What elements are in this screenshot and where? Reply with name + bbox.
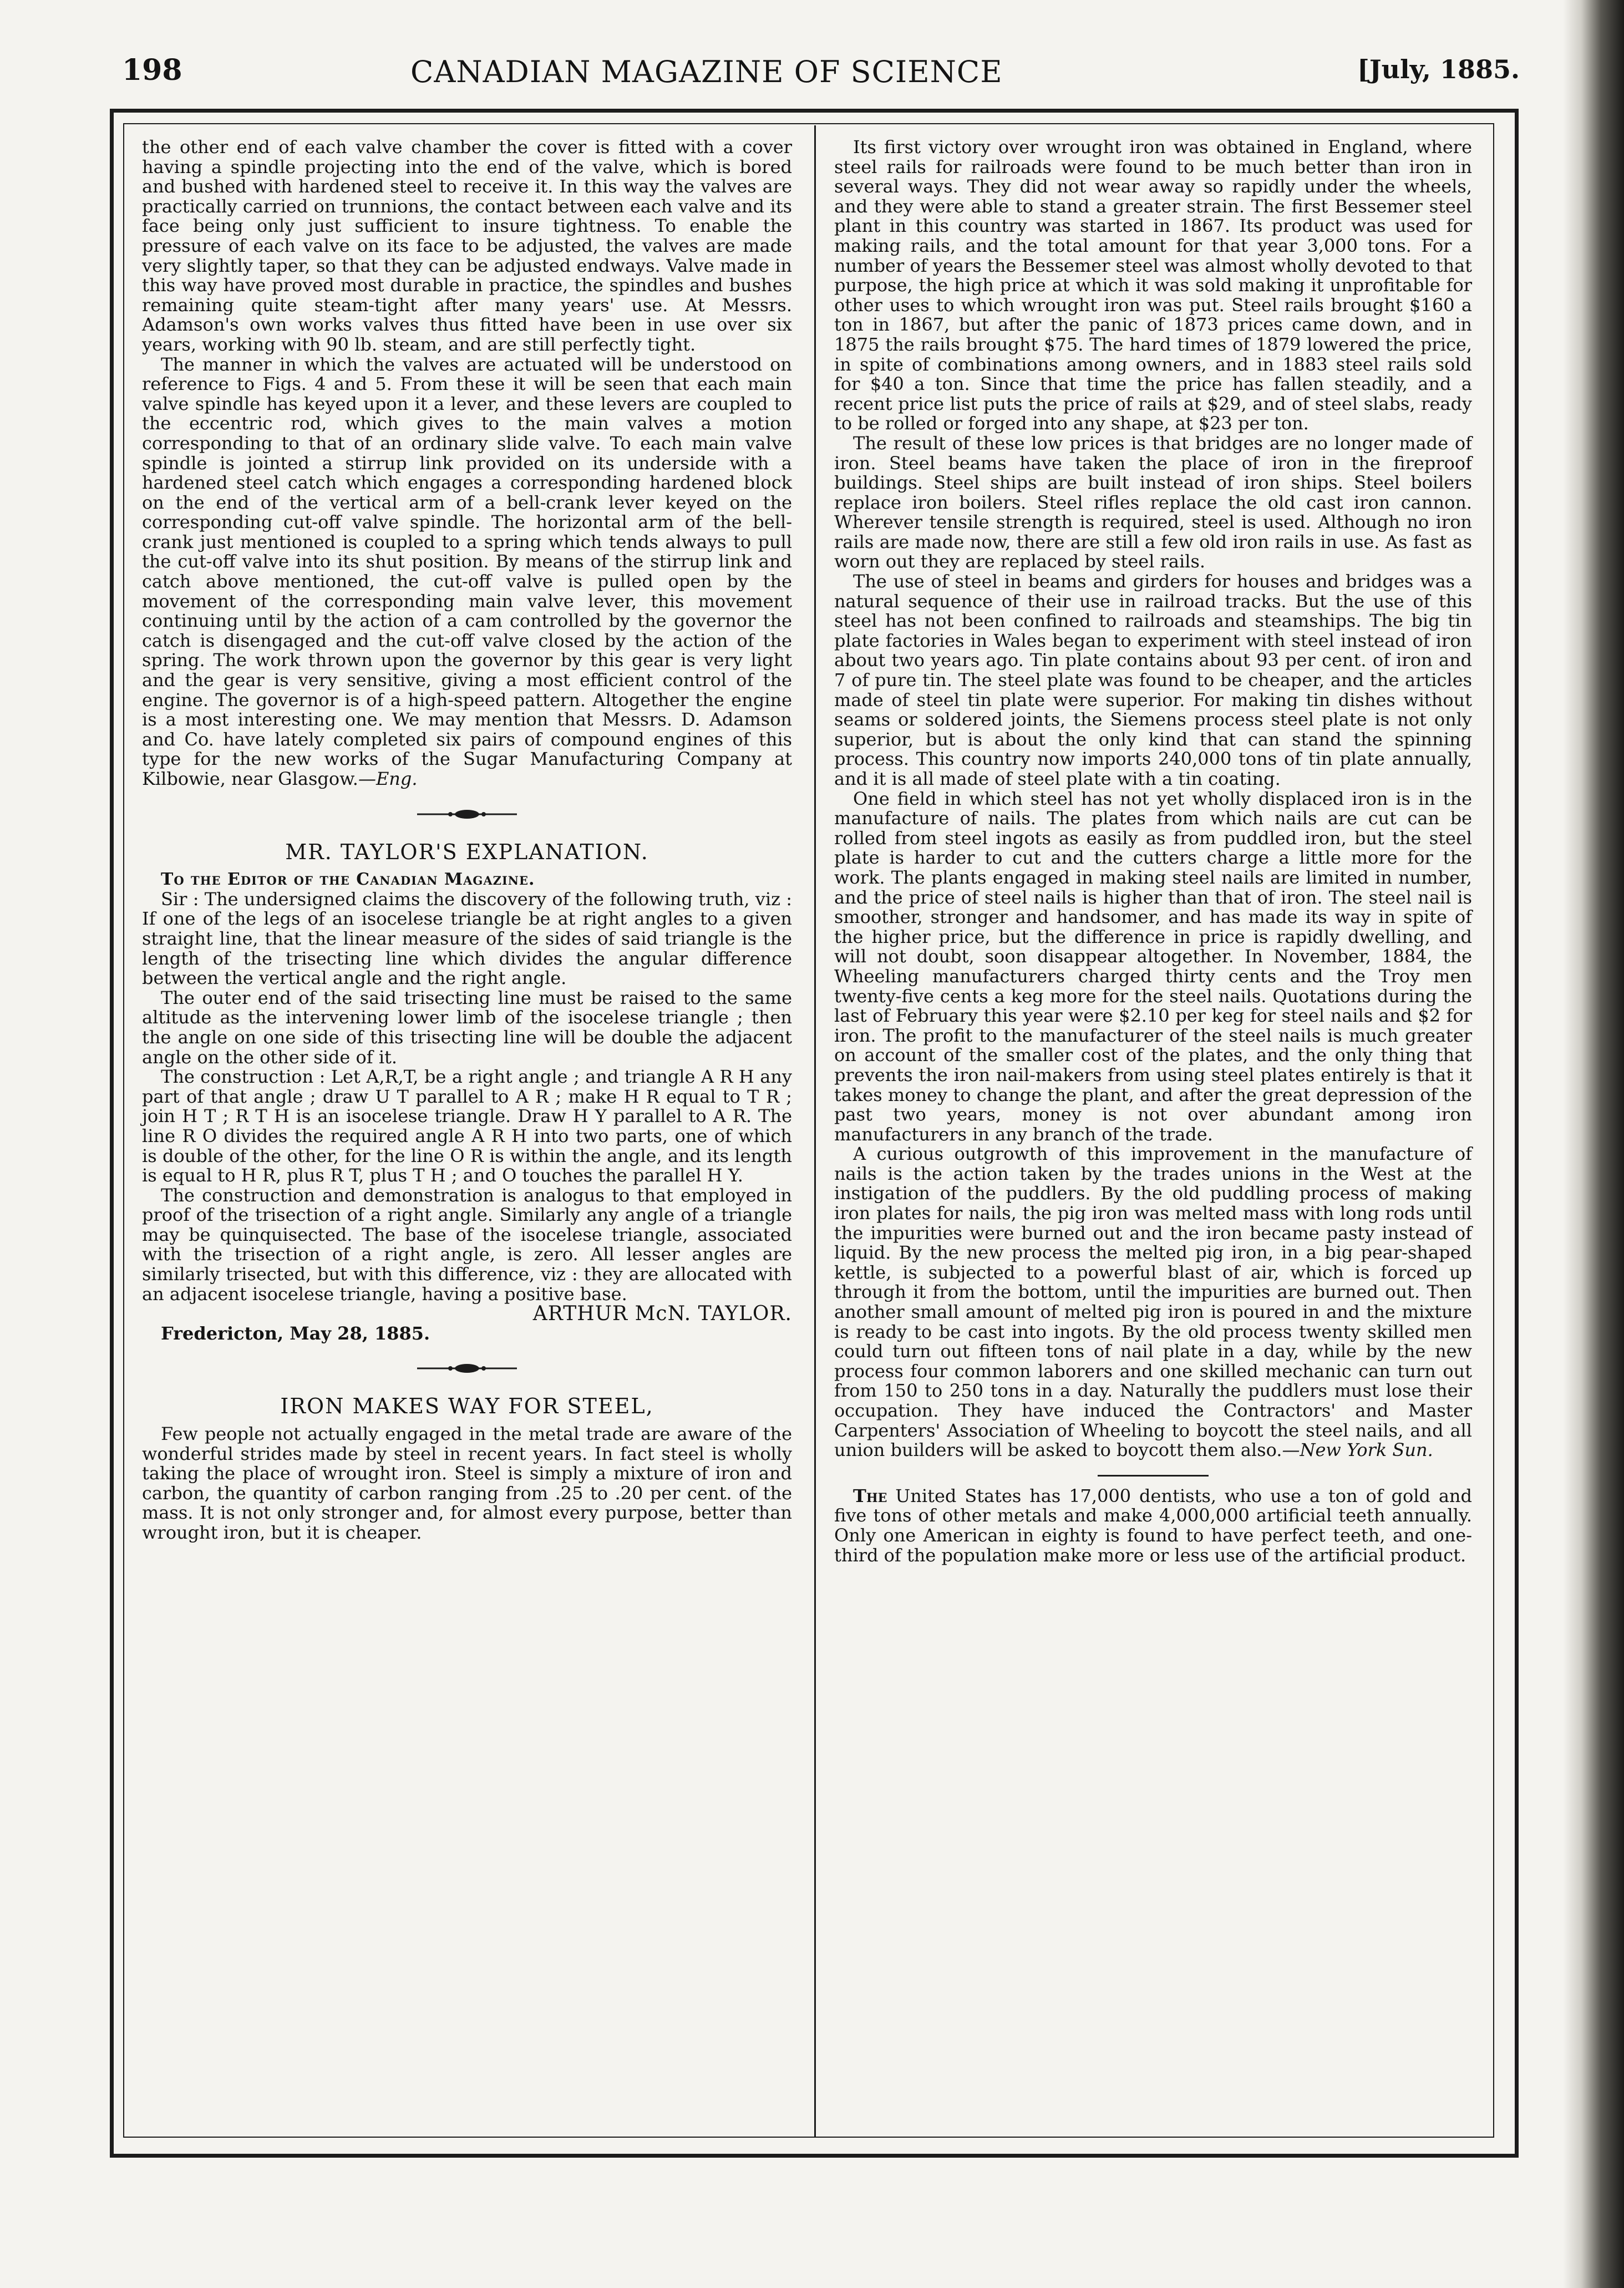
- left-column: [142, 138, 792, 1543]
- valve-paragraph-2: [142, 355, 792, 789]
- valve-paragraph-1: the other end of each valve chamber the cover is fitted with a cover having a spindle projecting into the end of the valve, which is bored and bushed with hardened steel to receive it. In this way the valves are practically carried on trunnions, the contact between each valve and its face being only just sufficient to insure tightness. To enable the pressure of each valve on its face to be adjusted, the valves are made very slightly taper, so that they can be adjusted endways. Valve made in this way have proved most durable in practice, the spindles and bushes remaining quite steam-tight after many years' use. At Messrs. Adamson's own works valves thus fitted have been in use over six years, working with 90 lb. steam, and are still perfectly tight.: [142, 136, 792, 355]
- iron-heading: IRON MAKES WAY FOR STEEL,: [280, 1394, 654, 1419]
- book-spine-shadow: [1563, 0, 1624, 2288]
- steel-paragraph-5: [834, 1144, 1472, 1460]
- dentists-text: United States has 17,000 dentists, who use a ton of gold and five tons of other metals and make 4,000,000 artificial teeth annually. Only one American in eighty is found to have perfect teeth, and one-third of the population make more or less use of the artificial product.: [834, 1485, 1473, 1566]
- letter-dateline: Fredericton, May 28, 1885.: [161, 1322, 430, 1344]
- ornament-divider-icon: [412, 1362, 522, 1375]
- valve-source: —Eng.: [358, 768, 418, 789]
- dentists-lead-word: The: [853, 1485, 887, 1506]
- steel-paragraph-3: The use of steel in beams and girders for houses and bridges was a natural sequence of their use in railroad tracks. But the use of this steel has not been confined to railroads and steamships. The big tin plate factories in Wales began to experiment with steel instead of iron about two years ago. Tin plate contains about 93 per cent. of iron and 7 of pure tin. The steel plate was found to be cheaper, and the articles made of steel tin plate were superior. For making tin dishes without seams or soldered joints, the Siemens process steel plate is not only superior, but is about the only kind that can stand the spinning process. This country now imports 240,000 tons of tin plate annually, and it is all made of steel plate with a tin coating.: [834, 571, 1472, 789]
- issue-date: [July, 1885.: [1357, 54, 1520, 84]
- steel-paragraph-4: One field in which steel has not yet wholly displaced iron is in the manufacture of nails. The plates from which nails are cut can be rolled from steel ingots as easily as from puddled iron, but the steel plate is harder to cut and the cutters charge a little more for the work. The plants engaged in making steel nails are limited in number, and the price of steel nails is higher than that of iron. The steel nail is smoother, stronger and handsomer, and has made its way in spite of the higher price, but the difference in price is rapidly dwelling, and will not doubt, soon disappear altogether. In November, 1884, the Wheeling manufacturers charged thirty cents and the Troy men twenty-five cents a keg more for the steel nails. Quotations during the last of February this year were $2.10 per keg for steel nails and $2 for iron. The profit to the manufacturer of the steel nails is much greater on account of the smaller cost of the plates, and the only thing that prevents the iron nail-makers from using steel plates entirely is that it takes money to change the plant, and after the great depression of the past two years, money is not over abundant among iron manufacturers in any branch of the trade.: [834, 788, 1472, 1145]
- author-signature: ARTHUR McN. TAYLOR.: [532, 1302, 792, 1326]
- taylor-paragraph-1: Sir : The undersigned claims the discovery of the following truth, viz : If one of the legs of an isocelese triangle be at right angles to a given straight line, that the linear measure of the sides of said triangle is the length of the trisecting line which divides the angular difference between the vertical angle and the right angle.: [142, 888, 792, 989]
- page-number: 198: [122, 53, 182, 87]
- valve-paragraph-2-text: The manner in which the valves are actuated will be understood on reference to Figs. 4 and 5. From these it will be seen that each main valve spindle has keyed upon it a lever, and these levers are coupled to the eccentric rod, which gives to the main valves a motion corresponding to that of an ordinary slide valve. To each main valve spindle is jointed a stirrup link provided on its underside with a hardened steel catch which engages a corresponding hardened block on the end of the vertical arm of a bell-crank lever keyed on the corresponding cut-off valve spindle. The horizontal arm of the bell-crank just mentioned is coupled to a spring which tends always to pull the cut-off valve into its shut position. By means of the stirrup link and catch above mentioned, the cut-off valve is pulled open by the movement of the corresponding main valve lever, this movement continuing until by the action of a cam controlled by the governor the catch is disengaged and the cut-off valve closed by the action of the spring. The work thrown upon the governor by this gear is very light and the gear is very sensitive, giving a most efficient control of the engine. The governor is of a high-speed pattern. Altogether the engine is a most interesting one. We may mention that Messrs. D. Adamson and Co. have lately completed six pairs of compound engines of this type for the new works of the Sugar Manufacturing Company at Kilbowie, near Glasgow.: [142, 353, 792, 789]
- section-ornament: [142, 789, 792, 839]
- dentists-paragraph: [834, 1487, 1472, 1565]
- running-title: CANADIAN MAGAZINE OF SCIENCE: [410, 54, 1003, 89]
- editor-salutation: To the Editor of the Canadian Magazine.: [161, 870, 535, 890]
- steel-paragraph-2: The result of these low prices is that bridges are no longer made of iron. Steel beams have taken the place of iron in the fireproof buildings. Steel ships are built instead of iron ships. Steel boilers replace iron boilers. Steel rifles replace the old cast iron cannon. Wherever tensile strength is required, steel is used. Although no iron rails are made now, there are still a few old iron rails in use. As fast as worn out they are replaced by steel rails.: [834, 432, 1472, 572]
- column-rule: [814, 125, 816, 2137]
- taylor-paragraph-4: The construction and demonstration is analogus to that employed in proof of the trisection of a right angle. Similarly any angle of a triangle may be quinquisected. The base of the isocelese triangle, associated with the trisection of a right angle, is zero. All lesser angles are similarly trisected, but with this difference, viz : they are allocated with an adjacent isocelese triangle, having a positive base.: [142, 1184, 792, 1305]
- taylor-paragraph-3: The construction : Let A,R,T, be a right angle ; and triangle A R H any part of that angle ; draw U T parallel to A R ; make H R equal to T R ; join H T ; R T H is an isocelese triangle. Draw H Y parallel to A R. The line R O divides the required angle A R H into two parts, one of which is double of the other, for the line O R is within the angle, and its length is equal to H R, plus R T, plus T H ; and O touches the parallel H Y.: [142, 1066, 792, 1186]
- page-header: [122, 53, 1520, 98]
- taylor-paragraph-2: The outer end of the said trisecting line must be raised to the same altitude as the intervening lower limb of the isocelese triangle ; then the angle on one side of this trisecting line will be double the adjacent angle on the other side of it.: [142, 987, 792, 1068]
- section-ornament-2: [142, 1343, 792, 1393]
- steel-paragraph-1: Its first victory over wrought iron was obtained in England, where steel rails for railroads were found to be much better than iron in several ways. They did not wear away so rapidly under the wheels, and they were able to stand a greater strain. The first Bessemer steel plant in this country was started in 1867. Its product was used for making rails, and the total amount for that year 3,000 tons. For a number of years the Bessemer steel was almost wholly devoted to that purpose, the high price at which it was sold making it unprofitable for other uses to which wrought iron was put. Steel rails brought $160 a ton in 1867, but after the panic of 1873 prices came down, and in 1875 the rails brought $75. The hard times of 1879 lowered the price, in spite of combinations among owners, and in 1883 steel rails sold for $40 a ton. Since that time the price has fallen steadily, and a recent price list puts the price of rails at $29, and of steel slabs, ready to be rolled or forged into any shape, at $23 per ton.: [834, 136, 1472, 434]
- right-column: [834, 138, 1472, 1565]
- steel-source: —New York Sun.: [1282, 1439, 1433, 1461]
- section-rule: [1098, 1475, 1209, 1477]
- steel-paragraph-5-text: A curious outgrowth of this improvement in the manufacture of nails is the action taken by the trades unions in the West at the instigation of the puddlers. By the old puddling process of making iron plates for nails, the pig iron was melted mass with long rods until the impurities were burned out and the iron became pasty instead of liquid. By the new process the melted pig iron, in a big pear-shaped kettle, is subjected to a powerful blast of air, which is forced up through it from the bottom, until the impurities are burned out. Then another small amount of melted pig iron is poured in and the mixture is ready to be cast into ingots. By the old process twenty skilled men could turn out fifteen tons of nail plate in a day, while by the new process four common laborers and one skilled mechanic can turn out from 150 to 250 tons in a day. Naturally the puddlers must lose their occupation. They have induced the Contractors' and Master Carpenters' Association of Wheeling to boycott the steel nails, and all union builders will be asked to boycott them also.: [834, 1143, 1472, 1461]
- taylor-heading: MR. TAYLOR'S EXPLANATION.: [285, 839, 649, 864]
- ornament-divider-icon: [412, 808, 522, 821]
- iron-paragraph-1: Few people not actually engaged in the metal trade are aware of the wonderful strides made by steel in recent years. In fact steel is wholly taking the place of wrought iron. Steel is simply a mixture of iron and carbon, the quantity of carbon ranging from .25 to .20 per cent. of the mass. It is not only stronger and, for almost every purpose, better than wrought iron, but it is cheaper.: [142, 1423, 792, 1543]
